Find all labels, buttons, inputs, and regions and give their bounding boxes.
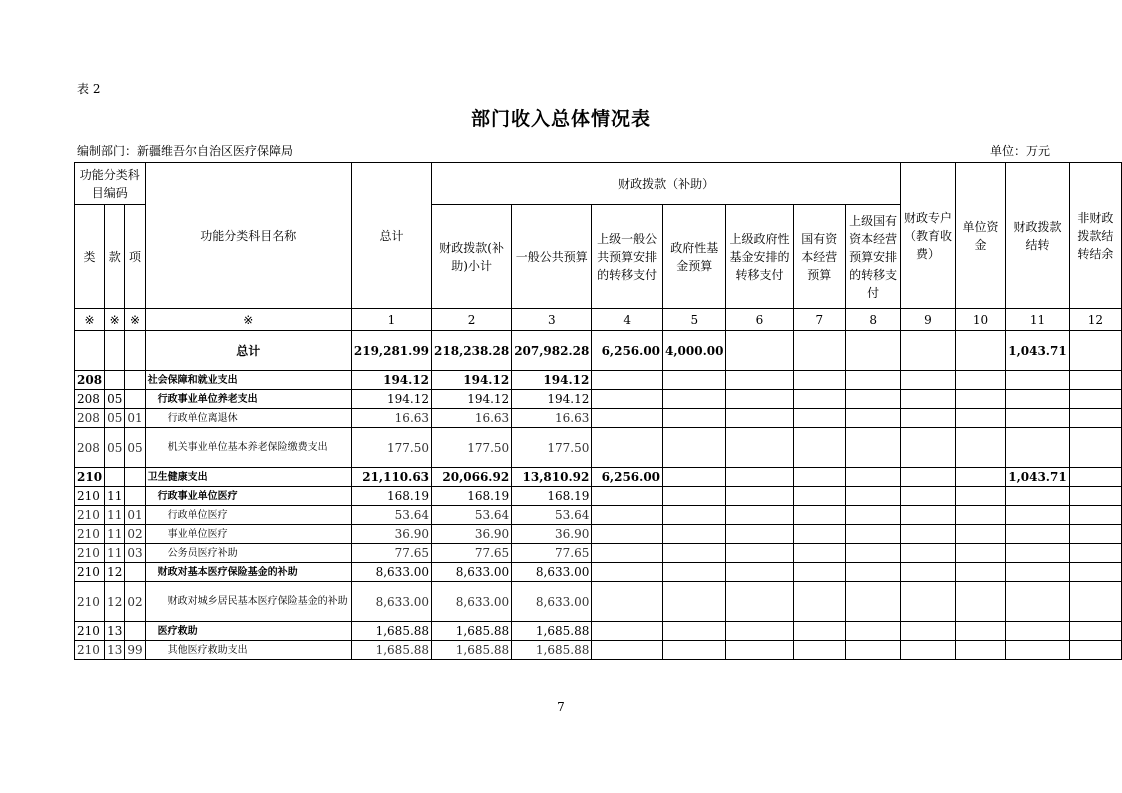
total-cell: 168.19 bbox=[351, 487, 431, 506]
total-cell: 21,110.63 bbox=[351, 468, 431, 487]
upper-state-capital-transfer-cell bbox=[846, 563, 901, 582]
unit-funds-cell bbox=[955, 506, 1006, 525]
header-nonfiscal-carryover: 非财政拨款结转结余 bbox=[1069, 163, 1121, 309]
nonfiscal-carryover-cell bbox=[1069, 331, 1121, 371]
marker-cell: ※ bbox=[145, 309, 351, 331]
total-cell: 77.65 bbox=[351, 544, 431, 563]
item-name-cell: 事业单位医疗 bbox=[145, 525, 351, 544]
upper-state-capital-transfer-cell bbox=[846, 506, 901, 525]
nonfiscal-carryover-cell bbox=[1069, 428, 1121, 468]
table-row bbox=[75, 506, 1122, 525]
special-account-cell bbox=[901, 506, 955, 525]
nonfiscal-carryover-cell bbox=[1069, 641, 1121, 660]
unit-funds-cell bbox=[955, 390, 1006, 409]
table-row bbox=[75, 331, 1122, 371]
table-row bbox=[75, 582, 1122, 622]
total-cell: 1,685.88 bbox=[351, 641, 431, 660]
special-account-cell bbox=[901, 563, 955, 582]
state-capital-cell bbox=[793, 428, 846, 468]
code-xiang-cell bbox=[125, 487, 145, 506]
nonfiscal-carryover-cell bbox=[1069, 525, 1121, 544]
upper-gov-fund-transfer-cell bbox=[726, 468, 793, 487]
gov-fund-cell bbox=[663, 468, 726, 487]
header-gov-fund: 政府性基金预算 bbox=[663, 205, 726, 309]
code-kuan-cell: 11 bbox=[105, 506, 125, 525]
upper-gov-fund-transfer-cell bbox=[726, 582, 793, 622]
unit-funds-cell bbox=[955, 371, 1006, 390]
special-account-cell bbox=[901, 468, 955, 487]
code-lei-cell: 208 bbox=[75, 371, 105, 390]
item-name-cell: 财政对基本医疗保险基金的补助 bbox=[145, 563, 351, 582]
header-upper-general-transfer: 上级一般公共预算安排的转移支付 bbox=[592, 205, 663, 309]
special-account-cell bbox=[901, 371, 955, 390]
code-kuan-cell: 11 bbox=[105, 487, 125, 506]
gov-fund-cell bbox=[663, 622, 726, 641]
column-number: 4 bbox=[592, 309, 663, 331]
nonfiscal-carryover-cell bbox=[1069, 371, 1121, 390]
total-cell: 177.50 bbox=[351, 428, 431, 468]
upper-general-transfer-cell bbox=[592, 525, 663, 544]
upper-general-transfer-cell bbox=[592, 409, 663, 428]
code-xiang-cell: 01 bbox=[125, 506, 145, 525]
nonfiscal-carryover-cell bbox=[1069, 390, 1121, 409]
gov-fund-cell bbox=[663, 563, 726, 582]
special-account-cell bbox=[901, 622, 955, 641]
upper-gov-fund-transfer-cell bbox=[726, 622, 793, 641]
upper-gov-fund-transfer-cell bbox=[726, 506, 793, 525]
item-name-cell: 行政事业单位医疗 bbox=[145, 487, 351, 506]
code-xiang-cell: 02 bbox=[125, 582, 145, 622]
state-capital-cell bbox=[793, 563, 846, 582]
fiscal-carryover-cell bbox=[1006, 506, 1069, 525]
fiscal-carryover-cell: 1,043.71 bbox=[1006, 468, 1069, 487]
column-number: 2 bbox=[432, 309, 512, 331]
upper-gov-fund-transfer-cell bbox=[726, 371, 793, 390]
upper-gov-fund-transfer-cell bbox=[726, 544, 793, 563]
upper-general-transfer-cell bbox=[592, 563, 663, 582]
unit-funds-cell bbox=[955, 331, 1006, 371]
special-account-cell bbox=[901, 390, 955, 409]
table-row bbox=[75, 544, 1122, 563]
fiscal-carryover-cell bbox=[1006, 390, 1069, 409]
marker-row bbox=[75, 309, 1122, 331]
upper-general-transfer-cell bbox=[592, 641, 663, 660]
fiscal-subtotal-cell: 194.12 bbox=[432, 371, 512, 390]
gov-fund-cell bbox=[663, 582, 726, 622]
general-budget-cell: 77.65 bbox=[512, 544, 592, 563]
table-row bbox=[75, 487, 1122, 506]
header-total: 总计 bbox=[351, 163, 431, 309]
code-xiang-cell: 03 bbox=[125, 544, 145, 563]
upper-state-capital-transfer-cell bbox=[846, 409, 901, 428]
nonfiscal-carryover-cell bbox=[1069, 544, 1121, 563]
code-xiang-cell bbox=[125, 563, 145, 582]
code-kuan-cell: 13 bbox=[105, 641, 125, 660]
nonfiscal-carryover-cell bbox=[1069, 506, 1121, 525]
fiscal-carryover-cell bbox=[1006, 641, 1069, 660]
code-xiang-cell: 99 bbox=[125, 641, 145, 660]
item-name-cell: 医疗救助 bbox=[145, 622, 351, 641]
total-cell: 16.63 bbox=[351, 409, 431, 428]
table-row bbox=[75, 525, 1122, 544]
upper-state-capital-transfer-cell bbox=[846, 544, 901, 563]
page-title: 部门收入总体情况表 bbox=[470, 108, 651, 130]
fiscal-carryover-cell bbox=[1006, 563, 1069, 582]
code-xiang-cell bbox=[125, 390, 145, 409]
upper-general-transfer-cell bbox=[592, 622, 663, 641]
fiscal-subtotal-cell: 36.90 bbox=[432, 525, 512, 544]
nonfiscal-carryover-cell bbox=[1069, 582, 1121, 622]
code-kuan-cell bbox=[105, 468, 125, 487]
fiscal-carryover-cell bbox=[1006, 371, 1069, 390]
state-capital-cell bbox=[793, 525, 846, 544]
fiscal-subtotal-cell: 1,685.88 bbox=[432, 622, 512, 641]
upper-general-transfer-cell bbox=[592, 544, 663, 563]
fiscal-subtotal-cell: 20,066.92 bbox=[432, 468, 512, 487]
fiscal-carryover-cell bbox=[1006, 544, 1069, 563]
special-account-cell bbox=[901, 331, 955, 371]
nonfiscal-carryover-cell bbox=[1069, 409, 1121, 428]
total-cell: 194.12 bbox=[351, 390, 431, 409]
total-cell: 53.64 bbox=[351, 506, 431, 525]
total-cell: 8,633.00 bbox=[351, 582, 431, 622]
gov-fund-cell bbox=[663, 525, 726, 544]
special-account-cell bbox=[901, 409, 955, 428]
fiscal-subtotal-cell: 8,633.00 bbox=[432, 582, 512, 622]
header-kuan: 款 bbox=[105, 205, 125, 309]
nonfiscal-carryover-cell bbox=[1069, 622, 1121, 641]
code-lei-cell: 208 bbox=[75, 428, 105, 468]
column-number: 1 bbox=[351, 309, 431, 331]
state-capital-cell bbox=[793, 331, 846, 371]
header-state-capital: 国有资本经营预算 bbox=[793, 205, 846, 309]
upper-state-capital-transfer-cell bbox=[846, 582, 901, 622]
item-name-cell: 其他医疗救助支出 bbox=[145, 641, 351, 660]
special-account-cell bbox=[901, 428, 955, 468]
upper-general-transfer-cell bbox=[592, 428, 663, 468]
code-xiang-cell bbox=[125, 468, 145, 487]
column-number: 7 bbox=[793, 309, 846, 331]
nonfiscal-carryover-cell bbox=[1069, 468, 1121, 487]
state-capital-cell bbox=[793, 641, 846, 660]
gov-fund-cell bbox=[663, 371, 726, 390]
general-budget-cell: 16.63 bbox=[512, 409, 592, 428]
code-kuan-cell: 05 bbox=[105, 390, 125, 409]
general-budget-cell: 168.19 bbox=[512, 487, 592, 506]
header-general-budget: 一般公共预算 bbox=[512, 205, 592, 309]
state-capital-cell bbox=[793, 622, 846, 641]
marker-cell: ※ bbox=[125, 309, 145, 331]
general-budget-cell: 53.64 bbox=[512, 506, 592, 525]
marker-cell: ※ bbox=[105, 309, 125, 331]
fiscal-subtotal-cell: 218,238.28 bbox=[432, 331, 512, 371]
code-xiang-cell bbox=[125, 371, 145, 390]
gov-fund-cell bbox=[663, 390, 726, 409]
gov-fund-cell bbox=[663, 641, 726, 660]
upper-state-capital-transfer-cell bbox=[846, 468, 901, 487]
unit-funds-cell bbox=[955, 525, 1006, 544]
code-lei-cell: 208 bbox=[75, 390, 105, 409]
upper-general-transfer-cell: 6,256.00 bbox=[592, 331, 663, 371]
header-lei: 类 bbox=[75, 205, 105, 309]
state-capital-cell bbox=[793, 371, 846, 390]
compiling-department: 编制部门：新疆维吾尔自治区医疗保障局 bbox=[77, 144, 294, 158]
state-capital-cell bbox=[793, 544, 846, 563]
upper-state-capital-transfer-cell bbox=[846, 641, 901, 660]
fiscal-subtotal-cell: 77.65 bbox=[432, 544, 512, 563]
upper-state-capital-transfer-cell bbox=[846, 622, 901, 641]
item-name-cell: 卫生健康支出 bbox=[145, 468, 351, 487]
upper-gov-fund-transfer-cell bbox=[726, 428, 793, 468]
special-account-cell bbox=[901, 641, 955, 660]
nonfiscal-carryover-cell bbox=[1069, 563, 1121, 582]
upper-gov-fund-transfer-cell bbox=[726, 525, 793, 544]
code-lei-cell bbox=[75, 331, 105, 371]
unit-funds-cell bbox=[955, 641, 1006, 660]
gov-fund-cell bbox=[663, 428, 726, 468]
code-lei-cell: 210 bbox=[75, 544, 105, 563]
item-name-cell: 财政对城乡居民基本医疗保险基金的补助 bbox=[145, 582, 351, 622]
fiscal-carryover-cell bbox=[1006, 622, 1069, 641]
code-lei-cell: 210 bbox=[75, 468, 105, 487]
total-cell: 219,281.99 bbox=[351, 331, 431, 371]
column-number: 8 bbox=[846, 309, 901, 331]
total-cell: 1,685.88 bbox=[351, 622, 431, 641]
general-budget-cell: 1,685.88 bbox=[512, 622, 592, 641]
unit-label: 单位：万元 bbox=[989, 144, 1050, 158]
item-name-cell: 社会保障和就业支出 bbox=[145, 371, 351, 390]
general-budget-cell: 8,633.00 bbox=[512, 563, 592, 582]
header-code-group: 功能分类科目编码 bbox=[75, 163, 146, 205]
total-cell: 36.90 bbox=[351, 525, 431, 544]
fiscal-subtotal-cell: 16.63 bbox=[432, 409, 512, 428]
fiscal-subtotal-cell: 168.19 bbox=[432, 487, 512, 506]
gov-fund-cell bbox=[663, 409, 726, 428]
upper-state-capital-transfer-cell bbox=[846, 371, 901, 390]
item-name-cell: 总计 bbox=[145, 331, 351, 371]
header-fiscal-subtotal: 财政拨款(补助)小计 bbox=[432, 205, 512, 309]
state-capital-cell bbox=[793, 390, 846, 409]
fiscal-subtotal-cell: 8,633.00 bbox=[432, 563, 512, 582]
code-xiang-cell: 02 bbox=[125, 525, 145, 544]
code-xiang-cell bbox=[125, 622, 145, 641]
code-kuan-cell bbox=[105, 331, 125, 371]
code-kuan-cell: 12 bbox=[105, 563, 125, 582]
nonfiscal-carryover-cell bbox=[1069, 487, 1121, 506]
income-table bbox=[74, 162, 1122, 660]
code-xiang-cell: 01 bbox=[125, 409, 145, 428]
upper-state-capital-transfer-cell bbox=[846, 487, 901, 506]
code-kuan-cell: 11 bbox=[105, 544, 125, 563]
state-capital-cell bbox=[793, 582, 846, 622]
special-account-cell bbox=[901, 582, 955, 622]
table-row bbox=[75, 371, 1122, 390]
page-number: 7 bbox=[557, 700, 565, 714]
item-name-cell: 机关事业单位基本养老保险缴费支出 bbox=[145, 428, 351, 468]
unit-funds-cell bbox=[955, 468, 1006, 487]
code-kuan-cell: 05 bbox=[105, 409, 125, 428]
general-budget-cell: 194.12 bbox=[512, 371, 592, 390]
item-name-cell: 公务员医疗补助 bbox=[145, 544, 351, 563]
upper-gov-fund-transfer-cell bbox=[726, 331, 793, 371]
general-budget-cell: 194.12 bbox=[512, 390, 592, 409]
column-number: 11 bbox=[1006, 309, 1069, 331]
upper-state-capital-transfer-cell bbox=[846, 331, 901, 371]
state-capital-cell bbox=[793, 487, 846, 506]
general-budget-cell: 8,633.00 bbox=[512, 582, 592, 622]
code-lei-cell: 210 bbox=[75, 506, 105, 525]
upper-gov-fund-transfer-cell bbox=[726, 487, 793, 506]
general-budget-cell: 36.90 bbox=[512, 525, 592, 544]
upper-general-transfer-cell bbox=[592, 582, 663, 622]
fiscal-subtotal-cell: 177.50 bbox=[432, 428, 512, 468]
code-lei-cell: 210 bbox=[75, 641, 105, 660]
state-capital-cell bbox=[793, 506, 846, 525]
upper-state-capital-transfer-cell bbox=[846, 428, 901, 468]
upper-general-transfer-cell bbox=[592, 506, 663, 525]
table-row bbox=[75, 409, 1122, 428]
marker-cell: ※ bbox=[75, 309, 105, 331]
code-lei-cell: 210 bbox=[75, 487, 105, 506]
fiscal-carryover-cell bbox=[1006, 525, 1069, 544]
column-number: 5 bbox=[663, 309, 726, 331]
table-row bbox=[75, 622, 1122, 641]
upper-gov-fund-transfer-cell bbox=[726, 563, 793, 582]
upper-gov-fund-transfer-cell bbox=[726, 390, 793, 409]
table-row bbox=[75, 468, 1122, 487]
header-xiang: 项 bbox=[125, 205, 145, 309]
fiscal-carryover-cell bbox=[1006, 428, 1069, 468]
fiscal-carryover-cell: 1,043.71 bbox=[1006, 331, 1069, 371]
table-row bbox=[75, 563, 1122, 582]
item-name-cell: 行政单位医疗 bbox=[145, 506, 351, 525]
header-fiscal-carryover: 财政拨款结转 bbox=[1006, 163, 1069, 309]
code-xiang-cell bbox=[125, 331, 145, 371]
header-name: 功能分类科目名称 bbox=[145, 163, 351, 309]
header-special-account: 财政专户（教育收费） bbox=[901, 163, 955, 309]
table-row bbox=[75, 428, 1122, 468]
fiscal-subtotal-cell: 194.12 bbox=[432, 390, 512, 409]
header-upper-gov-fund-transfer: 上级政府性基金安排的转移支付 bbox=[726, 205, 793, 309]
item-name-cell: 行政事业单位养老支出 bbox=[145, 390, 351, 409]
code-kuan-cell: 11 bbox=[105, 525, 125, 544]
gov-fund-cell: 4,000.00 bbox=[663, 331, 726, 371]
column-number: 6 bbox=[726, 309, 793, 331]
unit-funds-cell bbox=[955, 487, 1006, 506]
code-kuan-cell: 13 bbox=[105, 622, 125, 641]
upper-general-transfer-cell bbox=[592, 390, 663, 409]
gov-fund-cell bbox=[663, 487, 726, 506]
state-capital-cell bbox=[793, 468, 846, 487]
code-lei-cell: 210 bbox=[75, 622, 105, 641]
column-number: 12 bbox=[1069, 309, 1121, 331]
code-xiang-cell: 05 bbox=[125, 428, 145, 468]
unit-funds-cell bbox=[955, 563, 1006, 582]
fiscal-carryover-cell bbox=[1006, 582, 1069, 622]
header-upper-state-capital-transfer: 上级国有资本经营预算安排的转移支付 bbox=[846, 205, 901, 309]
upper-general-transfer-cell: 6,256.00 bbox=[592, 468, 663, 487]
header-unit-funds: 单位资金 bbox=[955, 163, 1006, 309]
code-lei-cell: 208 bbox=[75, 409, 105, 428]
column-number: 3 bbox=[512, 309, 592, 331]
general-budget-cell: 207,982.28 bbox=[512, 331, 592, 371]
column-number: 10 bbox=[955, 309, 1006, 331]
upper-general-transfer-cell bbox=[592, 487, 663, 506]
upper-gov-fund-transfer-cell bbox=[726, 641, 793, 660]
table-row bbox=[75, 390, 1122, 409]
state-capital-cell bbox=[793, 409, 846, 428]
unit-funds-cell bbox=[955, 622, 1006, 641]
special-account-cell bbox=[901, 487, 955, 506]
general-budget-cell: 1,685.88 bbox=[512, 641, 592, 660]
item-name-cell: 行政单位离退休 bbox=[145, 409, 351, 428]
code-kuan-cell bbox=[105, 371, 125, 390]
table-row bbox=[75, 641, 1122, 660]
total-cell: 8,633.00 bbox=[351, 563, 431, 582]
code-kuan-cell: 05 bbox=[105, 428, 125, 468]
special-account-cell bbox=[901, 525, 955, 544]
unit-funds-cell bbox=[955, 544, 1006, 563]
fiscal-carryover-cell bbox=[1006, 487, 1069, 506]
general-budget-cell: 177.50 bbox=[512, 428, 592, 468]
code-lei-cell: 210 bbox=[75, 582, 105, 622]
code-kuan-cell: 12 bbox=[105, 582, 125, 622]
special-account-cell bbox=[901, 544, 955, 563]
column-number: 9 bbox=[901, 309, 955, 331]
total-cell: 194.12 bbox=[351, 371, 431, 390]
general-budget-cell: 13,810.92 bbox=[512, 468, 592, 487]
upper-gov-fund-transfer-cell bbox=[726, 409, 793, 428]
header-fiscal-group: 财政拨款（补助） bbox=[432, 163, 901, 205]
gov-fund-cell bbox=[663, 544, 726, 563]
fiscal-subtotal-cell: 53.64 bbox=[432, 506, 512, 525]
upper-state-capital-transfer-cell bbox=[846, 390, 901, 409]
upper-general-transfer-cell bbox=[592, 371, 663, 390]
unit-funds-cell bbox=[955, 409, 1006, 428]
upper-state-capital-transfer-cell bbox=[846, 525, 901, 544]
fiscal-carryover-cell bbox=[1006, 409, 1069, 428]
unit-funds-cell bbox=[955, 428, 1006, 468]
code-lei-cell: 210 bbox=[75, 563, 105, 582]
unit-funds-cell bbox=[955, 582, 1006, 622]
gov-fund-cell bbox=[663, 506, 726, 525]
table-label: 表 2 bbox=[77, 82, 101, 96]
fiscal-subtotal-cell: 1,685.88 bbox=[432, 641, 512, 660]
code-lei-cell: 210 bbox=[75, 525, 105, 544]
